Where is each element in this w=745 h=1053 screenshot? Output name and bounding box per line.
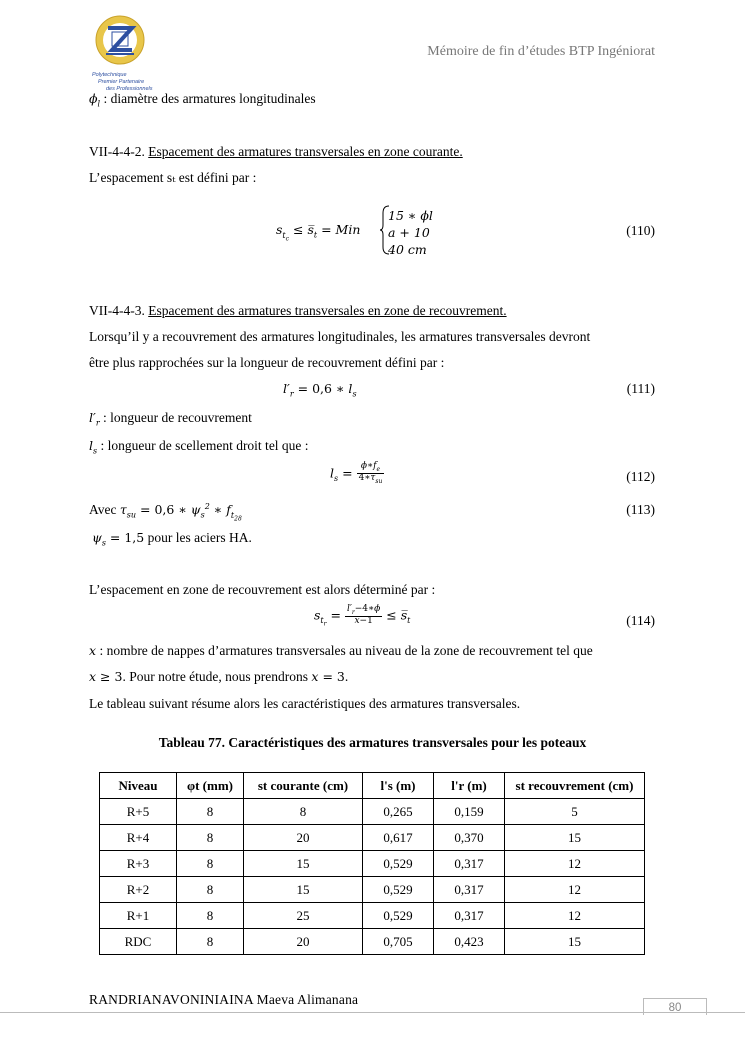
table-cell: 0,529 [363, 877, 434, 903]
table-cell: 15 [505, 929, 645, 955]
section-heading-443: VII-4-4-3. Espacement des armatures transversales en zone de recouvrement. [89, 303, 507, 318]
table-cell: 0,529 [363, 851, 434, 877]
equation-number-114: (114) [626, 613, 655, 628]
svg-text:Polytechnique: Polytechnique [92, 72, 127, 78]
table-cell: 8 [177, 825, 244, 851]
table-row [100, 799, 645, 825]
table-cell: 0,617 [363, 825, 434, 851]
column-header: st recouvrement (cm) [505, 773, 645, 799]
table-cell: 8 [177, 877, 244, 903]
table-cell: RDC [100, 929, 177, 955]
table-cell: R+1 [100, 903, 177, 929]
equation-113: Avec $\tau_{su} = 0,6$ ∗ $\psi_s^2$ ∗ $f_{t_{28}}$ [89, 502, 242, 523]
equation-110-cases: 15 ∗ ϕl a + 10 40 cm [388, 208, 433, 257]
table-cell: 0,317 [434, 877, 505, 903]
column-header: l'r (m) [434, 773, 505, 799]
table-cell: 8 [177, 799, 244, 825]
ls-definition: $l_s$ : longueur de scellement droit tel que : [89, 438, 309, 456]
equation-number-110: (110) [626, 223, 655, 238]
table-cell: 0,370 [434, 825, 505, 851]
equation-110-lhs: $s_{t_c}$ ≤ $s̅_t$ = Min [276, 222, 361, 243]
recouvrement-paragraph-line2: être plus rapprochées sur la longueur de recouvrement défini par : [89, 355, 445, 370]
table-row [100, 903, 645, 929]
footer-divider [0, 1012, 745, 1013]
svg-text:des Professionnels: des Professionnels [106, 86, 153, 92]
column-header: l's (m) [363, 773, 434, 799]
table-header-row [100, 773, 645, 799]
psi-value: $\psi_s = 1,5$ pour les aciers HA. [92, 530, 252, 548]
x-definition-line1: x : nombre de nappes d’armatures transversales au niveau de la zone de recouvrement tel que [89, 643, 593, 658]
table-cell: 0,317 [434, 903, 505, 929]
equation-114: $s_{t_r}$ = $\frac{l'_r-4∗\phi}{x-1}$ ≤ $s̅_t$ [314, 604, 411, 628]
table-row [100, 825, 645, 851]
table-cell: 25 [244, 903, 363, 929]
table-cell: R+4 [100, 825, 177, 851]
section-heading-442: VII-4-4-2. Espacement des armatures transversales en zone courante. [89, 144, 463, 159]
table-caption: Tableau 77. Caractéristiques des armatures transversales pour les poteaux [158, 735, 587, 750]
table-cell: R+3 [100, 851, 177, 877]
recouvrement-paragraph-line1: Lorsqu’il y a recouvrement des armatures longitudinales, les armatures transversales devront [89, 329, 591, 344]
table-cell: 0,265 [363, 799, 434, 825]
table-cell: 0,529 [363, 903, 434, 929]
table-cell: 8 [177, 903, 244, 929]
footer-author: RANDRIANAVONINIAINA Maeva Alimanana [89, 992, 359, 1007]
equation-112: $l_s$ = $\frac{\phi∗f_e}{4∗\tau_{su}}$ [330, 461, 383, 486]
column-header: st courante (cm) [244, 773, 363, 799]
table-cell: R+5 [100, 799, 177, 825]
table-cell: 8 [244, 799, 363, 825]
phi-l-definition: $\phi_l$ : diamètre des armatures longitudinales [89, 91, 316, 109]
table-cell: 15 [244, 851, 363, 877]
table-cell: 0,159 [434, 799, 505, 825]
table-row [100, 877, 645, 903]
table-cell: 8 [177, 929, 244, 955]
table-cell: R+2 [100, 877, 177, 903]
table-cell: 15 [244, 877, 363, 903]
table-cell: 0,423 [434, 929, 505, 955]
equation-number-112: (112) [626, 469, 655, 484]
table-row [100, 929, 645, 955]
transversal-reinforcement-table [99, 772, 645, 955]
table-cell: 15 [505, 825, 645, 851]
column-header: φt (mm) [177, 773, 244, 799]
tableau-intro: Le tableau suivant résume alors les caractéristiques des armatures transversales. [89, 696, 521, 711]
page-number: 80 [643, 998, 707, 1015]
column-header: Niveau [100, 773, 177, 799]
table-row [100, 851, 645, 877]
table-cell: 12 [505, 851, 645, 877]
table-cell: 20 [244, 825, 363, 851]
st-intro: L’espacement sₜ est défini par : [89, 170, 257, 185]
table-cell: 12 [505, 877, 645, 903]
espacement-intro: L’espacement en zone de recouvrement est alors déterminé par : [89, 582, 436, 597]
svg-text:Premier Partenaire: Premier Partenaire [98, 79, 145, 85]
table-cell: 0,317 [434, 851, 505, 877]
table-cell: 8 [177, 851, 244, 877]
institution-logo [88, 14, 158, 94]
x-definition-line2: x ≥ 3. Pour notre étude, nous prendrons x = 3. [89, 669, 349, 684]
equation-number-111: (111) [626, 381, 655, 396]
lr-definition: $l'_r$ : longueur de recouvrement [89, 410, 252, 428]
equation-number-113: (113) [626, 502, 655, 517]
table-cell: 5 [505, 799, 645, 825]
table-cell: 12 [505, 903, 645, 929]
equation-111: $l'_r = 0,6$ ∗ $l_s$ [283, 381, 357, 399]
document-header-title: Mémoire de fin d’études BTP Ingéniorat [427, 44, 655, 59]
table-cell: 20 [244, 929, 363, 955]
table-cell: 0,705 [363, 929, 434, 955]
